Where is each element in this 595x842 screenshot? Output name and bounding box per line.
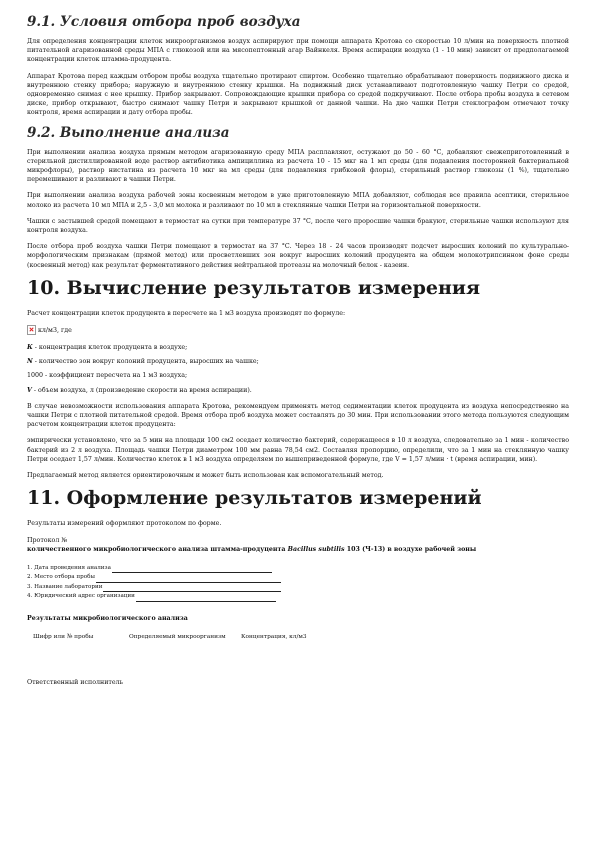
definition-k: [27, 343, 569, 352]
responsible-executor: Ответственный исполнитель: [27, 678, 124, 686]
field-date: [27, 564, 569, 574]
definition-v: [27, 386, 569, 395]
paragraph: После отбора проб воздуха чашки Петри помещают в термостат на 37 °С. Через 18 - 24 часов производят подсчет выросших колоний по культурально-морфологическим признакам (прямой метод) или просветлевших зон вокруг выросших колоний продуцента на общем молокотрипсинном фоне среды (косвенный метод) как результат ферментативного действия нейтральной протеазы на молочный белок - казеин.: [27, 243, 569, 269]
field-label: 3. Название лаборатории: [27, 583, 103, 590]
paragraph: эмпирически установлено, что за 5 мин на площади 100 см2 оседает количество бактерий, содержащееся в 10 л воздуха, следовательно за 1 мин - количество бактерий из 2 л воздуха. Площадь чашки Петри диаметром 100 мм равна 78,54 см2. Составляя пропорцию, определили, что за 1 мин на стеклянную чашку Петри оседает 1,57 л/мин. Количество клеток в 1 м3 воздуха определяем по вышеприведенной формуле, где V = 1,57 л/мин · t (время аспирации, мин).: [27, 437, 569, 463]
formula-line: [27, 325, 569, 335]
field-label: 1. Дата проведения анализа: [27, 564, 111, 571]
section-9-2-heading: 9.2. Выполнение анализа: [27, 124, 230, 141]
protocol-header: [27, 536, 569, 554]
paragraph: Предлагаемый метод является ориентировочным и может быть использован как вспомогательный метод.: [27, 472, 384, 480]
field-address: [27, 592, 569, 602]
fill-in-line[interactable]: [112, 566, 272, 573]
broken-image-icon: [27, 325, 36, 335]
definition-1000: 1000 - коэффициент пересчета на 1 м3 воздуха;: [27, 372, 188, 380]
protocol-strain: Bacillus subtilis: [287, 545, 345, 553]
results-title: Результаты микробиологического анализа: [27, 614, 188, 622]
paragraph: В случае невозможности использования аппарата Кротова, рекомендуем применять метод седиментации клеток продуцента из воздуха непосредственно на чашки Петри с плотной питательной средой. Время отбора проб воздуха может составлять до 30 мин. При использовании этого метода пользуются следующим расчетом концентрации клеток продуцента:: [27, 402, 569, 429]
paragraph: Чашки с застывшей средой помещают в термостат на сутки при температуре 37 °С, после чего проросшие чашки бракуют, стерильные чашки используют для контроля воздуха.: [27, 217, 569, 235]
field-place: [27, 573, 569, 583]
field-label: 2. Место отбора пробы: [27, 574, 95, 580]
definition-n-text: - количество зон вокруг колоний продуцента, выросших на чашке;: [32, 358, 259, 366]
protocol-fields: [27, 564, 569, 602]
formula-suffix: кл/м3, где: [38, 326, 72, 334]
field-label: 4. Юридический адрес организации: [27, 593, 135, 599]
term-v: V: [27, 386, 32, 394]
definition-k-text: - концентрация клеток продуцента в воздухе;: [32, 344, 188, 352]
term-n: N: [27, 358, 33, 366]
definition-v-text: - объем воздуха, л (произведение скорости на время аспирации).: [31, 386, 252, 394]
field-lab: [27, 583, 569, 593]
results-columns: [27, 633, 569, 642]
paragraph: Расчет концентрации клеток продуцента в пересчете на 1 м3 воздуха производят по формуле:: [27, 309, 346, 317]
protocol-title: [27, 545, 569, 554]
paragraph: Аппарат Кротова перед каждым отбором пробы воздуха тщательно протирают спиртом. Особенно тщательно обрабатывают поверхность подвижного диска и внутреннюю стенку прибора; наружную и внутреннюю стенку крышки. На подвижный диск устанавливают подготовленную чашку Петри со средой, одновременно снимая с нее крышку. Прибор закрывают. Сопровождающие крышки прибора со средой подкручивают. После отбора пробы воздуха в сетевом диске, прибор открывают, быстро снимают чашку Петри и закрывают крышкой от данной чашки. На дно чашки Петри стеклографом отмечают точку контроля, время аспирации и дату отбора пробы.: [27, 72, 569, 117]
column-sample: Шифр или № пробы: [33, 633, 94, 640]
section-9-1-heading: 9.1. Условия отбора проб воздуха: [27, 14, 301, 30]
column-concentration: Концентрация, кл/м3: [241, 633, 307, 640]
protocol-title-suffix: 103 (Ч-13) в воздухе рабочей зоны: [344, 545, 477, 553]
section-10-heading: 10. Вычисление результатов измерения: [27, 276, 481, 299]
fill-in-line[interactable]: [103, 585, 281, 592]
section-11-heading: 11. Оформление результатов измерений: [27, 487, 482, 510]
paragraph: Результаты измерений оформляют протоколом по форме.: [27, 520, 222, 528]
paragraph: Для определения концентрации клеток микроорганизмов воздух аспирируют при помощи аппарата Кротова со скоростью 10 л/мин на поверхность плотной питательной агаризованной среды МПА с глюкозой или на мясопептонный агар Вайнкеля. Время аспирации воздуха (1 - 10 мин) зависит от предполагаемой концентрации клеток штамма-продуцента.: [27, 38, 569, 64]
paragraph: При выполнении анализа воздуха прямым методом агаризованную среду МПА расплавляют, остужают до 50 - 60 °С, добавляют свежеприготовленный в стерильной дистиллированной воде раствор антибиотика ампициллина из расчета 10 - 15 мкг на 1 мл среды (для подавления посторонней бактериальной микрофлоры), раствор нистатина из расчета 10 мкг на мл среды (для подавления грибковой флоры), стерильный раствор глюкозы (1 %), тщательно перемешивают и разливают в чашки Петри.: [27, 148, 569, 184]
fill-in-line[interactable]: [136, 595, 276, 602]
fill-in-line[interactable]: [96, 576, 281, 583]
term-k: К: [27, 344, 33, 352]
paragraph: При выполнении анализа воздуха рабочей зоны косвенным методом в уже приготовленную МПА добавляют, соблюдая все правила асептики, стерильное молоко из расчета 10 мл МПА и 2,5 - 3,0 мл молока и разливают по 10 мл в стеклянные чашки Петри на горизонтальной поверхности.: [27, 192, 569, 209]
protocol-title-prefix: количественного микробиологического анализа штамма-продуцента: [27, 545, 288, 553]
definition-n: [27, 357, 569, 366]
protocol-number: Протокол №: [27, 536, 68, 544]
column-organism: Определяемый микроорганизм: [129, 633, 226, 640]
